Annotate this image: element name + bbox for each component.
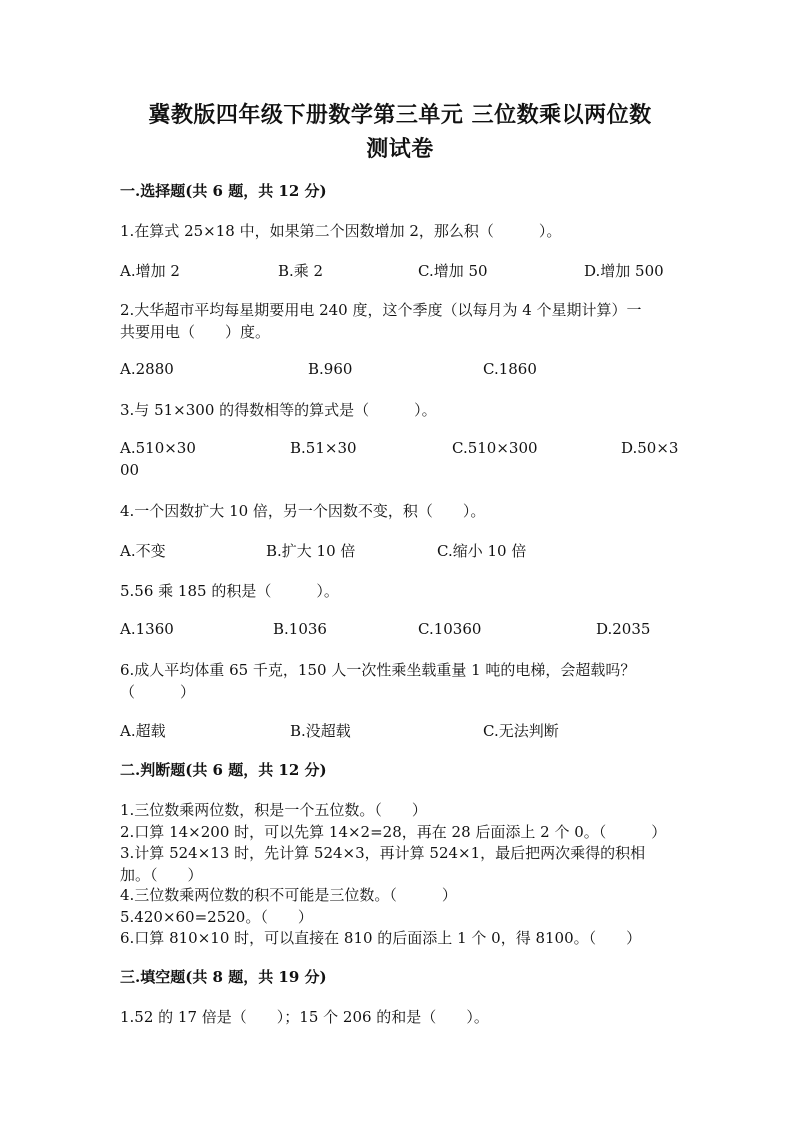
question-5-option-c: C.10360 [418,620,482,638]
judgement-item-5: 5.420×60=2520。（ ） [120,908,313,926]
question-3-option-d-wrap: 00 [120,461,140,479]
judgement-item-3-line2: 加。（ ） [120,866,203,884]
question-1-option-a: A.增加 2 [120,262,180,280]
question-3-option-d: D.50×3 [621,439,679,457]
question-5-option-b: B.1036 [273,620,327,638]
question-6-text-line1: 6.成人平均体重 65 千克，150 人一次性乘坐载重量 1 吨的电梯，会超载吗？ [120,661,636,679]
question-3-text: 3.与 51×300 的得数相等的算式是（ ）。 [120,401,437,419]
question-2-option-c: C.1860 [483,360,537,378]
question-4-option-c: C.缩小 10 倍 [437,542,527,560]
question-2-option-a: A.2880 [120,360,174,378]
question-1-option-d: D.增加 500 [584,262,664,280]
section-heading-fill: 三.填空题(共 8 题，共 19 分) [120,968,327,986]
judgement-item-3-line1: 3.计算 524×13 时，先计算 524×3，再计算 524×1，最后把两次乘得的积相 [120,844,646,862]
question-1-option-b: B.乘 2 [278,262,324,280]
question-2-option-b: B.960 [308,360,353,378]
question-5-text: 5.56 乘 185 的积是（ ）。 [120,582,339,600]
question-6-option-b: B.没超载 [290,722,351,740]
question-5-option-d: D.2035 [596,620,651,638]
question-6-text-line2: （ ） [120,683,196,701]
judgement-item-4: 4.三位数乘两位数的积不可能是三位数。（ ） [120,886,457,904]
question-6-option-a: A.超载 [120,722,166,740]
question-2-text-line2: 共要用电（ ）度。 [120,323,271,341]
question-1-text: 1.在算式 25×18 中，如果第二个因数增加 2，那么积（ ）。 [120,222,562,240]
page-title-line1: 冀教版四年级下册数学第三单元 三位数乘以两位数 [148,102,652,128]
question-1-option-c: C.增加 50 [418,262,488,280]
question-4-option-a: A.不变 [120,542,166,560]
question-5-option-a: A.1360 [120,620,174,638]
judgement-item-1: 1.三位数乘两位数，积是一个五位数。（ ） [120,801,427,819]
question-3-option-a: A.510×30 [120,439,196,457]
question-4-option-b: B.扩大 10 倍 [266,542,356,560]
page-title-line2: 测试卷 [366,136,434,162]
judgement-item-2: 2.口算 14×200 时，可以先算 14×2=28，再在 28 后面添上 2 个 0。（ ） [120,823,667,841]
question-4-text: 4.一个因数扩大 10 倍，另一个因数不变，积（ ）。 [120,502,486,520]
fill-question-1: 1.52 的 17 倍是（ ）；15 个 206 的和是（ ）。 [120,1008,489,1026]
question-2-text-line1: 2.大华超市平均每星期要用电 240 度，这个季度（以每月为 4 个星期计算）一 [120,301,642,319]
section-heading-judgement: 二.判断题(共 6 题，共 12 分) [120,761,327,779]
question-3-option-b: B.51×30 [290,439,357,457]
judgement-item-6: 6.口算 810×10 时，可以直接在 810 的后面添上 1 个 0，得 8100。（ ） [120,929,642,947]
question-6-option-c: C.无法判断 [483,722,559,740]
section-heading-choice: 一.选择题(共 6 题，共 12 分) [120,182,327,200]
question-3-option-c: C.510×300 [452,439,538,457]
